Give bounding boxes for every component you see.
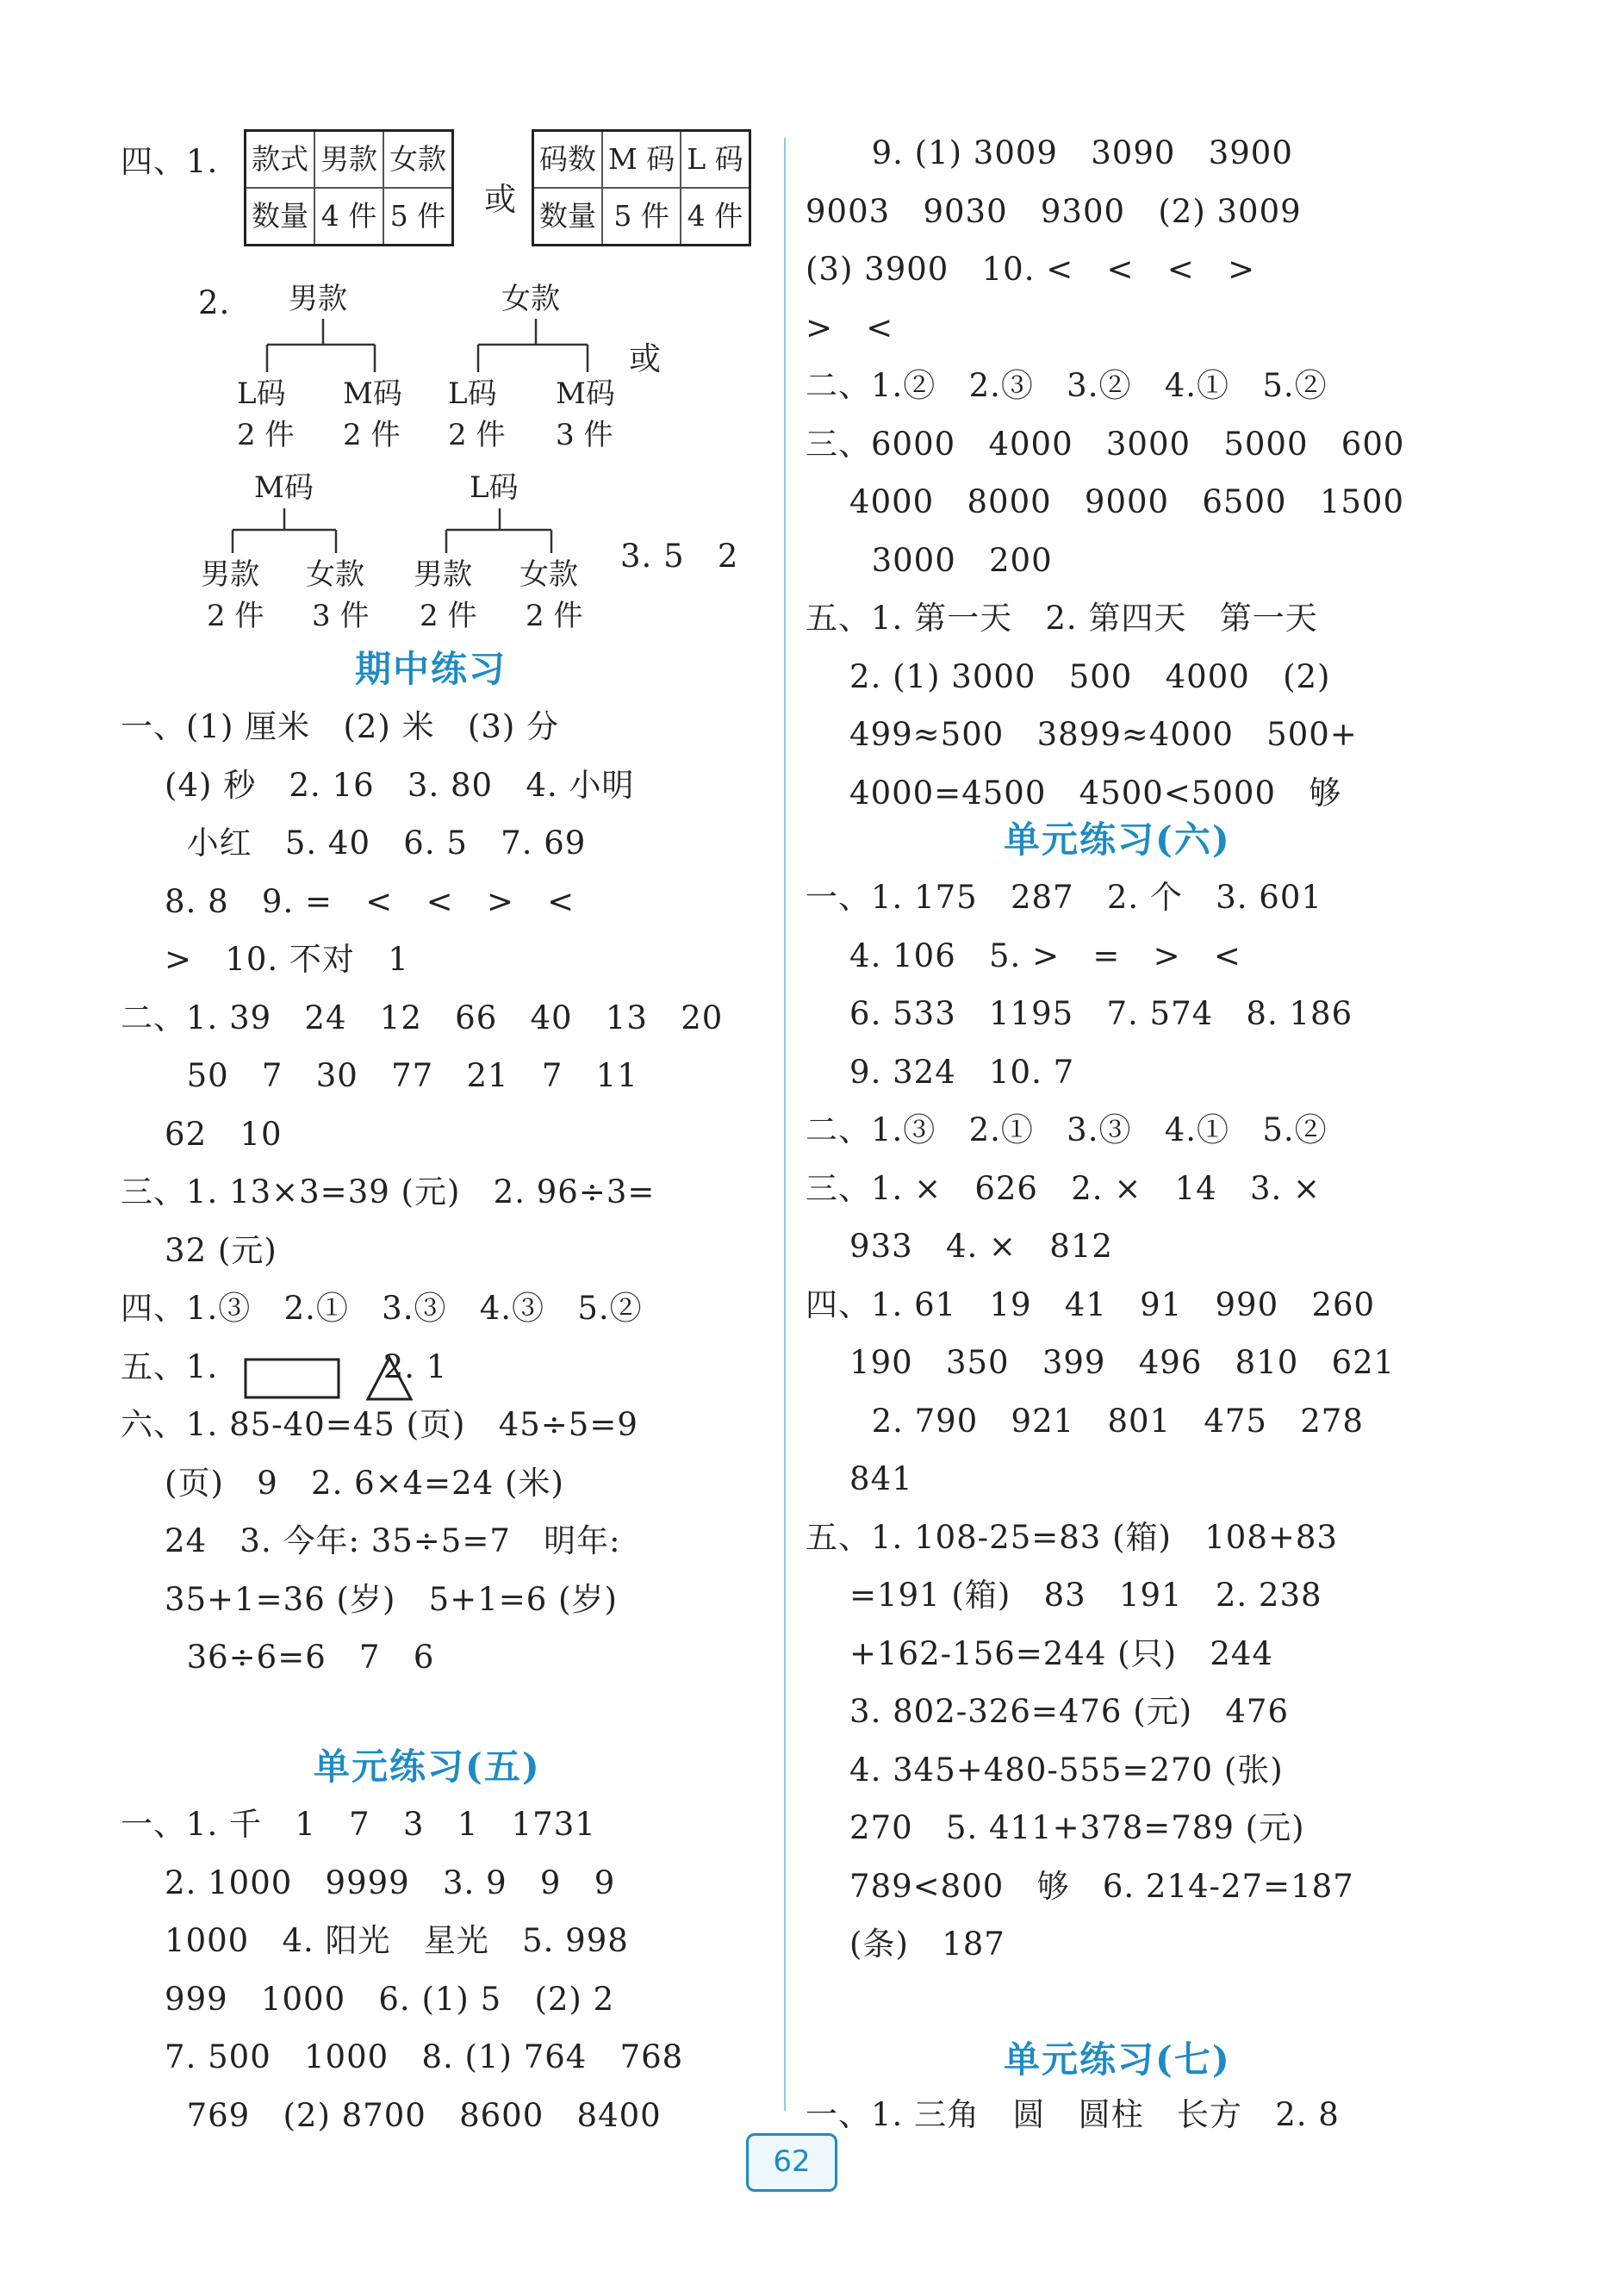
unit5-heading: 单元练习(五): [314, 1745, 541, 1788]
tree-root: L码: [470, 470, 519, 505]
answer-line: 933 4. × 812: [806, 1228, 1113, 1265]
unit7-heading: 单元练习(七): [1004, 2038, 1231, 2081]
answer-line: 841: [806, 1460, 913, 1497]
answer-line: 二、1.② 2.③ 3.② 4.① 5.②: [806, 367, 1328, 404]
answer-line: (页) 9 2. 6×4=24 (米): [121, 1464, 564, 1502]
table-cell: 5 件: [602, 188, 681, 246]
table-cell: 数量: [246, 188, 315, 246]
answer-line: 9. 324 10. 7: [806, 1053, 1075, 1091]
table-cell: 码数: [533, 131, 603, 189]
table-cell: 4 件: [681, 188, 750, 246]
answer-line: 4000 8000 9000 6500 1500: [806, 483, 1404, 520]
tree-leaf: 女款: [519, 557, 578, 592]
table-cell: 款式: [246, 131, 315, 189]
unit6-heading: 单元练习(六): [1004, 818, 1231, 861]
table-cell: L 码: [681, 131, 750, 189]
tree-root: 男款: [289, 282, 347, 316]
answer-line: 二、1. 39 24 12 66 40 13 20: [121, 999, 724, 1036]
answer-line: 24 3. 今年: 35÷5=7 明年:: [121, 1522, 621, 1559]
answer-line: 小红 5. 40 6. 5 7. 69: [121, 824, 587, 862]
tree-leaf: 女款: [306, 557, 364, 592]
or-text: 或: [629, 340, 662, 377]
or-text: 或: [484, 181, 517, 218]
answer-line: (3) 3900 10. < < < >: [806, 251, 1256, 288]
answer-line: 3000 200: [806, 541, 1053, 579]
tree-root: M码: [254, 470, 314, 505]
answer-line: 6. 533 1195 7. 574 8. 186: [806, 995, 1353, 1032]
answer-line: > 10. 不对 1: [121, 941, 409, 978]
tree-root: 女款: [501, 282, 560, 316]
tree-leaf: 男款: [201, 557, 259, 592]
answer-line: 五、1. 108-25=83 (箱) 108+83: [806, 1518, 1338, 1556]
tree-leaf: M码: [556, 376, 615, 411]
answer-line: 190 350 399 496 810 621: [806, 1344, 1396, 1381]
answer-line: 三、1. × 626 2. × 14 3. ×: [806, 1169, 1322, 1207]
midterm-heading: 期中练习: [355, 648, 507, 690]
answer-line: 三、6000 4000 3000 5000 600: [806, 425, 1405, 463]
answer-line: 32 (元): [121, 1231, 277, 1269]
answer-line: 一、1. 三角 圆 圆柱 长方 2. 8: [806, 2096, 1340, 2133]
answer-line: 499≈500 3899≈4000 500+: [806, 716, 1358, 753]
answer-line: 六、1. 85-40=45 (页) 45÷5=9: [121, 1406, 638, 1443]
answer-line: 35+1=36 (岁) 5+1=6 (岁): [121, 1580, 618, 1618]
answer-line: 五、1. 2. 1: [121, 1347, 448, 1385]
answer-line: 50 7 30 77 21 7 11: [121, 1057, 638, 1094]
answer-line: > <: [806, 308, 894, 346]
answer-line: 2. (1) 3000 500 4000 (2): [806, 657, 1331, 695]
page-number: 62: [746, 2133, 837, 2192]
table-cell: M 码: [602, 131, 681, 189]
answer-line: 一、(1) 厘米 (2) 米 (3) 分: [121, 708, 560, 745]
table-cell: 5 件: [383, 188, 453, 246]
answer-line: 9. (1) 3009 3090 3900: [806, 134, 1293, 171]
tree-leaf: L码: [237, 376, 286, 411]
answer-line: 4. 106 5. > = > <: [806, 936, 1241, 974]
tree-count: 2 件: [237, 418, 295, 452]
table-cell: 男款: [314, 131, 383, 189]
answer-line: 9003 9030 9300 (2) 3009: [806, 192, 1302, 230]
answer-line: 一、1. 千 1 7 3 1 1731: [121, 1806, 596, 1843]
answer-line: 1000 4. 阳光 星光 5. 998: [121, 1922, 629, 1959]
shapes-rectangle-triangle: [241, 1351, 414, 1404]
answer-line: 769 (2) 8700 8600 8400: [121, 2096, 662, 2134]
tree-count: 2 件: [420, 599, 477, 633]
tree-count: 2 件: [343, 418, 401, 452]
answer-line: 7. 500 1000 8. (1) 764 768: [121, 2038, 684, 2075]
tree-count: 2 件: [448, 418, 506, 452]
q2-label: 2.: [198, 284, 231, 321]
answer-line: 62 10: [121, 1115, 283, 1153]
answer-line: 四、1.③ 2.① 3.③ 4.③ 5.②: [121, 1290, 643, 1327]
answer-line: 一、1. 175 287 2. 个 3. 601: [806, 879, 1322, 916]
tree-count: 3 件: [312, 599, 370, 633]
table-cell: 数量: [533, 188, 603, 246]
answer-line: 999 1000 6. (1) 5 (2) 2: [121, 1980, 615, 2018]
answer-line: 4. 345+480-555=270 (张): [806, 1751, 1284, 1789]
answer-line: 8. 8 9. = < < > <: [121, 882, 575, 920]
answer-line: 4000=4500 4500<5000 够: [806, 774, 1342, 812]
tree-count: 3 件: [556, 418, 613, 452]
tree-count: 2 件: [207, 599, 264, 633]
answer-line: +162-156=244 (只) 244: [806, 1634, 1273, 1672]
answer-line: 五、1. 第一天 2. 第四天 第一天: [806, 600, 1318, 637]
table-cell: 女款: [383, 131, 453, 189]
q3-answer: 3. 5 2: [620, 538, 739, 575]
answer-line: (条) 187: [806, 1926, 1005, 1963]
answer-line: 四、1. 61 19 41 91 990 260: [806, 1285, 1376, 1323]
tree-leaf: 男款: [414, 557, 472, 592]
tree-leaf: L码: [448, 376, 497, 411]
answer-line: 2. 1000 9999 3. 9 9 9: [121, 1864, 616, 1901]
answer-line: 2. 790 921 801 475 278: [806, 1402, 1364, 1440]
sec4-label: 四、1.: [121, 143, 219, 180]
tree-leaf: M码: [343, 376, 402, 411]
column-divider: [784, 138, 786, 2111]
table-cell: 4 件: [314, 188, 383, 246]
answer-line: 789<800 够 6. 214-27=187: [806, 1867, 1354, 1905]
answer-line: =191 (箱) 83 191 2. 238: [806, 1577, 1322, 1614]
answer-line: 36÷6=6 7 6: [121, 1639, 435, 1676]
answer-line: 3. 802-326=476 (元) 476: [806, 1693, 1290, 1730]
answer-line: 270 5. 411+378=789 (元): [806, 1809, 1305, 1846]
tree-count: 2 件: [526, 599, 583, 633]
answer-line: (4) 秒 2. 16 3. 80 4. 小明: [121, 766, 635, 804]
answer-line: 二、1.③ 2.① 3.③ 4.① 5.②: [806, 1111, 1328, 1148]
answer-line: 三、1. 13×3=39 (元) 2. 96÷3=: [121, 1173, 656, 1210]
